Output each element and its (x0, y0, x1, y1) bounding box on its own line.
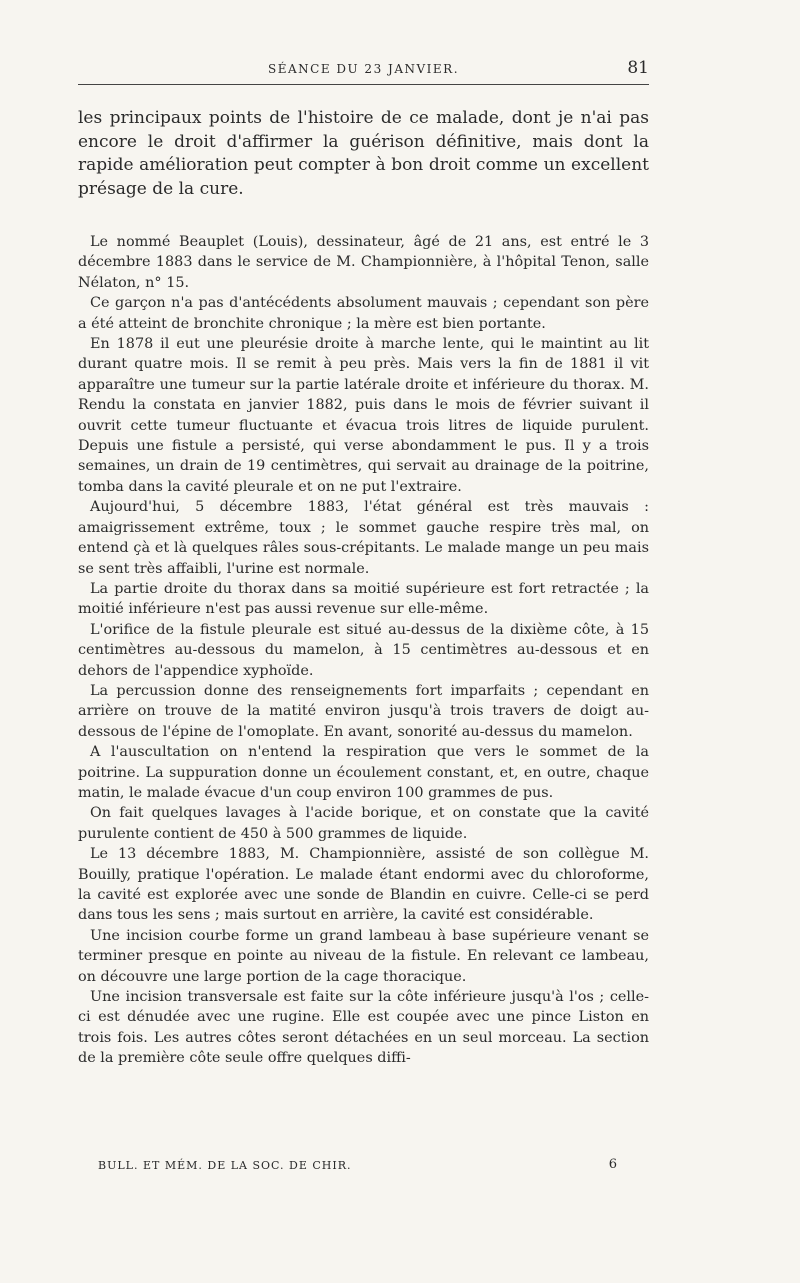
paragraph-patient-admission: Le nommé Beauplet (Louis), dessinateur, âgé de 21 ans, est entré le 3 décembre 1883 dans le service de M. Championnière, à l'hôpital Tenon, salle Nélaton, n° 15. (78, 234, 649, 291)
paragraph-incision: Une incision courbe forme un grand lambeau à base supérieure venant se terminer presque en pointe au niveau de la fistule. En relevant ce lambeau, on découvre une large portion de la cage thoracique. (78, 927, 649, 985)
paragraph-thorax: La partie droite du thorax dans sa moitié supérieure est fort retractée ; la moitié inférieure n'est pas aussi revenue sur elle-même. (78, 580, 649, 618)
page-number: 81 (627, 58, 649, 78)
footer-signature: BULL. ET MÉM. DE LA SOC. DE CHIR. (98, 1159, 352, 1172)
page-footer (78, 1157, 649, 1177)
paragraph-percussion: La percussion donne des renseignements fort imparfaits ; cependant en arrière on trouve de la matité environ jusqu'à trois travers de doigt au-dessous de l'épine de l'omoplate. En avant, sonorité au-dessus du mamelon. (78, 682, 649, 740)
paragraph-general-state: Aujourd'hui, 5 décembre 1883, l'état général est très mauvais : amaigrissement extrême, toux ; le sommet gauche respire très mal, on entend çà et là quelques râles sous-crépitants. Le malade mange un peu mais se sent très affaibli, l'urine est normale. (78, 499, 649, 577)
paragraph-lavages: On fait quelques lavages à l'acide borique, et on constate que la cavité purulente contient de 450 à 500 grammes de liquide. (78, 805, 649, 842)
case-report-body (78, 232, 649, 1069)
intro-paragraph: les principaux points de l'histoire de ce malade, dont je n'ai pas encore le droit d'affirmer la guérison définitive, mais dont la rapide amélioration peut compter à bon droit comme un excellent présage de la cure. (78, 108, 649, 199)
paragraph-medical-history: En 1878 il eut une pleurésie droite à marche lente, qui le maintint au lit durant quatre mois. Il se remit à peu près. Mais vers la fin de 1881 il vit apparaître une tumeur sur la partie latérale droite et inférieure du thorax. M. Rendu la constata en janvier 1882, puis dans le mois de février suivant il ouvrit cette tumeur fluctuante et évacua trois litres de liquide purulent. Depuis une fistule a persisté, qui verse abondamment le pus. Il y a trois semaines, un drain de 19 centimètres, qui servait au drainage de la poitrine, tomba dans la cavité pleurale et on ne put l'extraire. (78, 336, 649, 495)
paragraph-transverse-incision: Une incision transversale est faite sur la côte inférieure jusqu'à l'os ; celle-ci est dénudée avec une rugine. Elle est coupée avec une pince Liston en trois fois. Les autres côtes seront détachées en un seul morceau. La section de la première côte seule offre quelques diffi- (78, 989, 649, 1067)
intro-paragraph-block (78, 107, 649, 201)
page-header (78, 58, 649, 85)
paragraph-auscultation: A l'auscultation on n'entend la respiration que vers le sommet de la poitrine. La suppuration donne un écoulement constant, et, en outre, chaque matin, le malade évacue d'un coup environ 100 grammes de pus. (78, 744, 649, 801)
paragraph-operation: Le 13 décembre 1883, M. Championnière, assisté de son collègue M. Bouilly, pratique l'opération. Le malade étant endormi avec du chloroforme, la cavité est explorée avec une sonde de Blandin en cuivre. Celle-ci se perd dans tous les sens ; mais surtout en arrière, la cavité est considérable. (78, 846, 649, 924)
paragraph-fistula: L'orifice de la fistule pleurale est situé au-dessus de la dixième côte, à 15 centimètres au-dessous du mamelon, à 15 centimètres au-dessous et en dehors de l'appendice xyphoïde. (78, 621, 649, 679)
paragraph-family-history: Ce garçon n'a pas d'antécédents absolument mauvais ; cependant son père a été atteint de bronchite chronique ; la mère est bien portante. (78, 295, 649, 332)
running-title: SÉANCE DU 23 JANVIER. (267, 62, 460, 76)
signature-mark: 6 (608, 1157, 617, 1172)
